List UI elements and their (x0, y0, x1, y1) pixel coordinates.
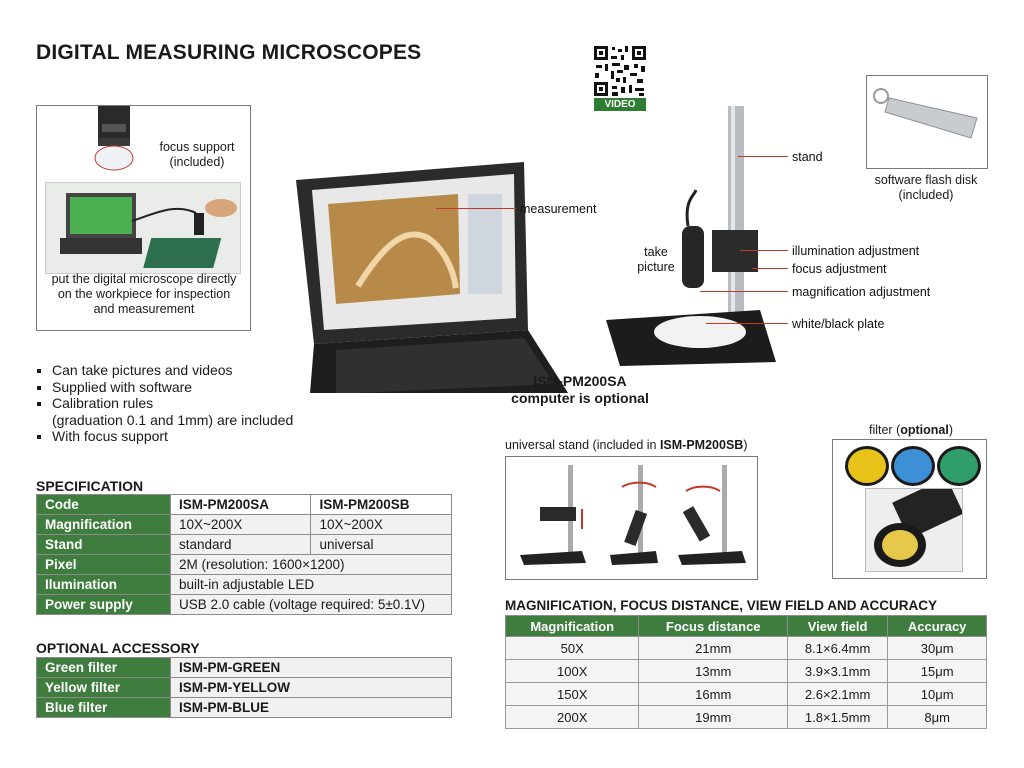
feature-item: ▪ Can take pictures and videos (52, 362, 352, 379)
spec-heading: SPECIFICATION (36, 478, 144, 494)
spec-value: 10X~200X (171, 515, 311, 535)
table-cell: 8.1×6.4mm (787, 637, 887, 660)
spec-value: 2M (resolution: 1600×1200) (171, 555, 452, 575)
table-row (37, 595, 452, 615)
stand-line (738, 156, 788, 157)
filter-suffix: ) (948, 423, 954, 437)
accessory-code: ISM-PM-GREEN (171, 658, 452, 678)
universal-stand-label (505, 438, 747, 452)
universal-stand-panel (505, 456, 758, 580)
feature-item: ▪ Calibration rules (graduation 0.1 and 1mm) are included (52, 395, 352, 428)
spec-code-a: ISM-PM200SA (171, 495, 311, 515)
spec-label: Power supply (37, 595, 171, 615)
focus-line (752, 268, 788, 269)
magnification-table (505, 615, 987, 729)
table-cell: 16mm (639, 683, 787, 706)
feature-list (36, 362, 352, 445)
column-header: Magnification (506, 616, 639, 637)
table-cell: 1.8×1.5mm (787, 706, 887, 729)
take-picture-callout: take picture (637, 245, 675, 274)
table-cell: 50X (506, 637, 639, 660)
focus-support-label: focus support (included) (159, 140, 235, 169)
filter-prefix: filter ( (868, 423, 901, 437)
workpiece-photo (45, 182, 241, 274)
table-cell: 200X (506, 706, 639, 729)
flash-disk-panel (866, 75, 988, 169)
table-row (37, 698, 452, 718)
measurement-line (436, 208, 516, 209)
filter-lens-photo (865, 488, 963, 572)
table-row (37, 495, 452, 515)
column-header: View field (787, 616, 887, 637)
table-row (506, 706, 987, 729)
magnification-callout: magnification adjustment (792, 285, 931, 299)
table-cell: 21mm (639, 637, 787, 660)
filter-panel (832, 439, 987, 579)
yellow-filter-icon (845, 446, 889, 486)
accessory-label: Green filter (37, 658, 171, 678)
measurement-callout: measurement (520, 202, 597, 216)
table-row (37, 678, 452, 698)
table-cell: 30μm (888, 637, 987, 660)
column-header: Focus distance (639, 616, 787, 637)
universal-stand-model: ISM-PM200SB (659, 438, 744, 452)
accessory-table (36, 657, 452, 718)
spec-label: Ilumination (37, 575, 171, 595)
model-note: computer is optional (511, 390, 649, 406)
accessory-label: Yellow filter (37, 678, 171, 698)
table-cell: 100X (506, 660, 639, 683)
filter-label (836, 423, 986, 437)
table-row (37, 535, 452, 555)
illumination-line (740, 250, 788, 251)
table-row (37, 555, 452, 575)
microscope-stand-image (600, 100, 780, 370)
green-filter-icon (937, 446, 981, 486)
flash-disk-caption: software flash disk (included) (874, 173, 978, 202)
spec-label: Stand (37, 535, 171, 555)
spec-label: Magnification (37, 515, 171, 535)
spec-table (36, 494, 452, 615)
feature-item: ▪ With focus support (52, 428, 352, 445)
spec-value: 10X~200X (311, 515, 452, 535)
focus-callout: focus adjustment (792, 262, 887, 276)
table-row (37, 658, 452, 678)
spec-value: built-in adjustable LED (171, 575, 452, 595)
spec-label: Pixel (37, 555, 171, 575)
column-header: Accuracy (888, 616, 987, 637)
flash-disk-icon (867, 76, 987, 168)
table-cell: 3.9×3.1mm (787, 660, 887, 683)
inset-caption: put the digital microscope directly on the workpiece for inspection and measurement (51, 272, 237, 316)
plate-callout: white/black plate (792, 317, 885, 331)
table-cell: 19mm (639, 706, 787, 729)
spec-label: Code (37, 495, 171, 515)
table-cell: 8μm (888, 706, 987, 729)
blue-filter-icon (891, 446, 935, 486)
qr-video-label: VIDEO (604, 99, 636, 110)
universal-stand-image (506, 457, 757, 579)
table-cell: 13mm (639, 660, 787, 683)
table-row (506, 660, 987, 683)
table-header-row (506, 616, 987, 637)
plate-line (706, 323, 788, 324)
table-cell: 150X (506, 683, 639, 706)
table-row (37, 515, 452, 535)
table-row (37, 575, 452, 595)
feature-item: ▪ Supplied with software (52, 379, 352, 396)
table-cell: 10μm (888, 683, 987, 706)
inset-panel (36, 105, 251, 331)
page-title: DIGITAL MEASURING MICROSCOPES (36, 41, 422, 64)
spec-value: standard (171, 535, 311, 555)
universal-stand-suffix: ) (743, 438, 748, 452)
accessory-label: Blue filter (37, 698, 171, 718)
table-row (506, 683, 987, 706)
microscope-tip-image (92, 106, 137, 176)
accessory-code: ISM-PM-BLUE (171, 698, 452, 718)
table-cell: 15μm (888, 660, 987, 683)
spec-code-b: ISM-PM200SB (311, 495, 452, 515)
accessory-code: ISM-PM-YELLOW (171, 678, 452, 698)
filter-optional: optional (900, 423, 949, 437)
magnification-line (700, 291, 788, 292)
spec-value: universal (311, 535, 452, 555)
laptop-image (288, 158, 588, 393)
model-caption (500, 373, 660, 407)
spec-value: USB 2.0 cable (voltage required: 5±0.1V) (171, 595, 452, 615)
illumination-callout: illumination adjustment (792, 244, 920, 258)
table-row (506, 637, 987, 660)
magtable-heading: MAGNIFICATION, FOCUS DISTANCE, VIEW FIELD AND ACCURACY (505, 598, 937, 613)
model-code: ISM-PM200SA (533, 373, 627, 389)
table-cell: 2.6×2.1mm (787, 683, 887, 706)
stand-callout: stand (792, 150, 823, 164)
accessory-heading: OPTIONAL ACCESSORY (36, 640, 200, 656)
universal-stand-prefix: universal stand (included in (505, 438, 660, 452)
